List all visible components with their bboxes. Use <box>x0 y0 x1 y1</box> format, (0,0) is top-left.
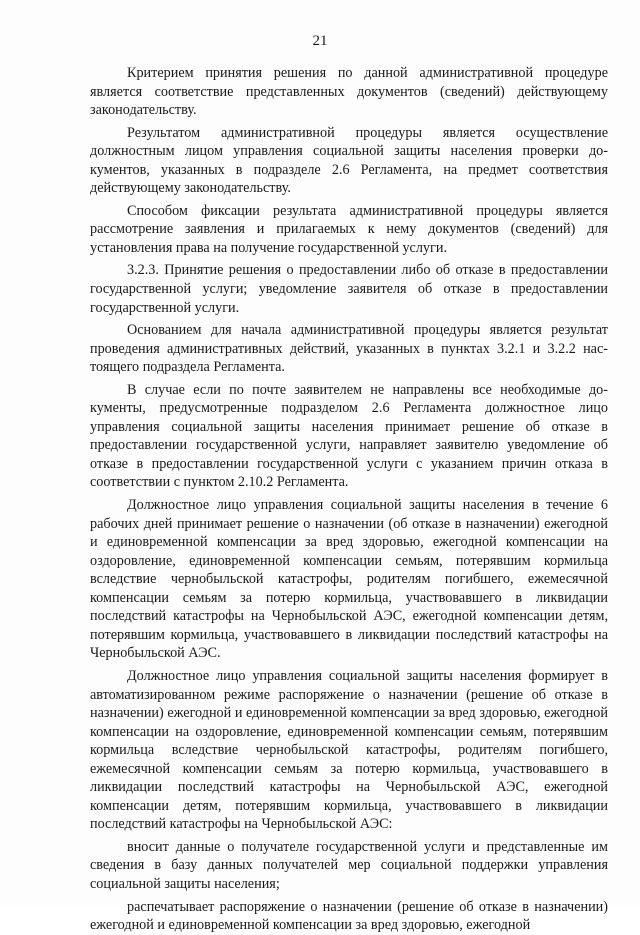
paragraph-decision-criterion: Критерием принятия решения по данной административной процедуре является соответствие представленных документов (сведений) действующему законодательству. <box>90 65 608 119</box>
paragraph-procedure-result: Результатом административной процедуры является осуществление должностным лицом управления социальной защиты населения проверки документов, указанных в подразделе 2.6 Регламента, на предмет соответствия действующему законодательству. <box>90 124 608 197</box>
paragraph-automated-order: Должностное лицо управления социальной защиты населения формирует в автоматизированном режиме распоряжение о назначении (решение об отказе в назначении) ежегодной и единовременной компенсации за вред здоровью, ежегодной компенсации на оздоровление, единовременной компенсации семьям, потерявшим кормильца вследствие чернобыльской катастрофы, родителям погибшего, ежемесячной компенсации семьям за потерю кормильца, участвовавшего в ликвидации последствий катастрофы на Чернобыльской АЭС, ежегодной компенсации детям, потерявшим кормильца, участвовавшего в ликвидации последствий катастрофы на Чернобыльской АЭС: <box>90 667 608 833</box>
page-number: 21 <box>312 33 328 49</box>
paragraph-section-3-2-3: 3.2.3. Принятие решения о предоставлении либо об отказе в предоставлении государственной услуги; уведомление заявителя об отказе в предоставлении государственной услуги. <box>90 262 608 316</box>
paragraph-prints-order: распечатывает распоряжение о назначении (решение об отказе в назначении) ежегодной и единовременной компенсации за вред здоровью, ежегодной <box>90 898 608 934</box>
paragraph-mail-refusal: В случае если по почте заявителем не направлены все необходимые документы, предусмотренные подразделом 2.6 Регламента должностное лицо управления социальной защиты населения принимает решение об отказе в предоставлении государственной услуги, направляет заявителю уведомление об отказе в предоставлении государственной услуги с указанием причин отказа в соответствии с пунктом 2.10.2 Регламента. <box>90 381 608 491</box>
paragraph-enters-data: вносит данные о получателе государственной услуги и представленные им сведения в базу данных получателей мер социальной поддержки управления социальной защиты населения; <box>90 838 608 892</box>
document-body <box>90 64 608 935</box>
paragraph-six-days-decision: Должностное лицо управления социальной защиты населения в течение 6 рабочих дней принимает решение о назначении (об отказе в назначении) ежегодной и единовременной компенсации за вред здоровью, ежегодной компенсации на оздоровление, единовременной компенсации семьям, потерявшим кормильца вследствие чернобыльской катастрофы, родителям погибшего, ежемесячной компенсации семьям за потерю кормильца, участвовавшего в ликвидации последствий катастрофы на Чернобыльской АЭС, ежегодной компенсации детям, потерявшим кормильца, участвовавшего в ликвидации последствий катастрофы на Чернобыльской АЭС. <box>90 497 608 662</box>
paragraph-result-fixation: Способом фиксации результата административной процедуры является рассмотрение заявления и прилагаемых к нему документов (сведений) для установления права на получение государственной услуги. <box>90 202 608 256</box>
paragraph-procedure-basis: Основанием для начала административной процедуры является результат проведения административных действий, указанных в пунктах 3.2.1 и 3.2.2 настоящего подраздела Регламента. <box>90 322 608 376</box>
